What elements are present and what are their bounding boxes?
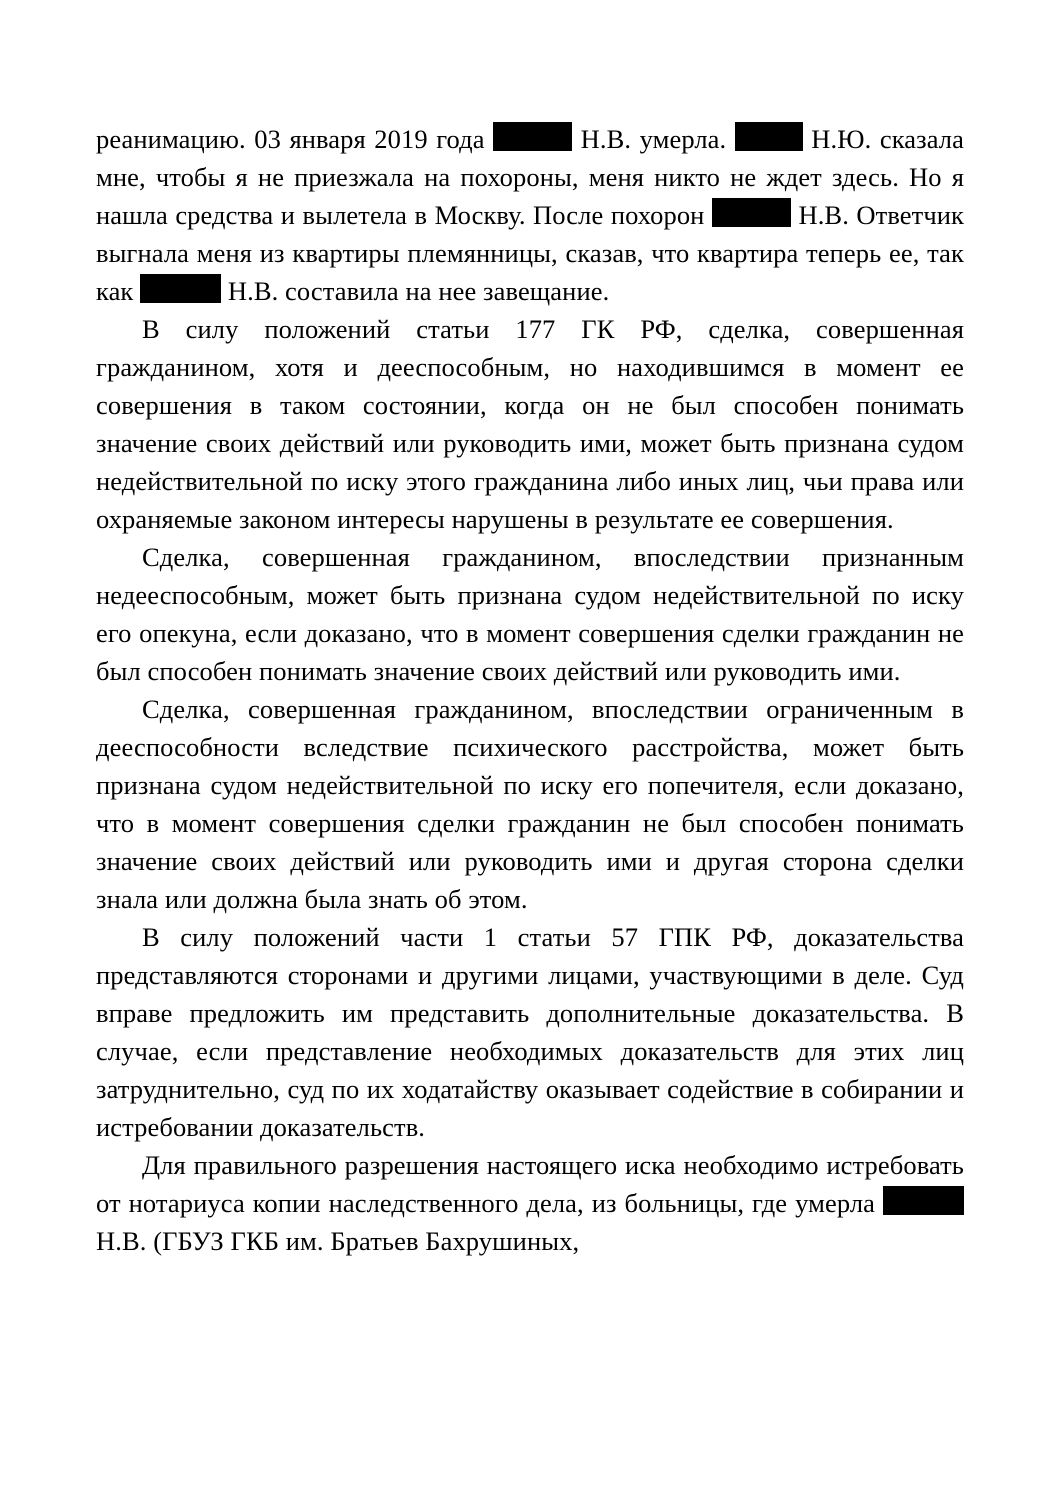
redaction-bar	[712, 198, 791, 227]
redaction-bar	[493, 122, 572, 151]
paragraph-text: В силу положений статьи 177 ГК РФ, сделка, совершенная гражданином, хотя и дееспособным, но находившимся в момент ее совершения в таком состоянии, когда он не был способен понимать значение своих действий или руководить ими, может быть признана судом недействительной по иску этого гражданина либо иных лиц, чьи права или охраняемые законом интересы нарушены в результате ее совершения.	[96, 314, 964, 534]
paragraph-text: Н.В. умерла.	[572, 124, 735, 154]
paragraph	[96, 918, 964, 1146]
redaction-bar	[140, 274, 221, 303]
paragraph-text: Для правильного разрешения настоящего иска необходимо истребовать от нотариуса копии наследственного дела, из больницы, где умерла	[96, 1150, 964, 1218]
paragraph	[96, 690, 964, 918]
redaction-bar	[883, 1186, 964, 1215]
paragraph	[96, 310, 964, 538]
paragraph-text: Сделка, совершенная гражданином, впоследствии признанным недееспособным, может быть признана судом недействительной по иску его опекуна, если доказано, что в момент совершения сделки гражданин не был способен понимать значение своих действий или руководить ими.	[96, 542, 964, 686]
paragraph-text: Н.В. составила на нее завещание.	[221, 276, 610, 306]
paragraph-text: Сделка, совершенная гражданином, впоследствии ограниченным в дееспособности вследствие психического расстройства, может быть признана судом недействительной по иску его попечителя, если доказано, что в момент совершения сделки гражданин не был способен понимать значение своих действий или руководить ими и другая сторона сделки знала или должна была знать об этом.	[96, 694, 964, 914]
paragraph	[96, 1146, 964, 1260]
paragraph-text: Н.В. Ответчик выгнала меня из квартиры племянницы, сказав, что квартира теперь ее, так как	[96, 200, 965, 306]
paragraph	[96, 120, 964, 310]
paragraph-text: реанимацию. 03 января 2019 года	[96, 124, 494, 154]
paragraph-text: В силу положений части 1 статьи 57 ГПК РФ, доказательства представляются сторонами и другими лицами, участвующими в деле. Суд вправе предложить им представить дополнительные доказательства. В случае, если представление необходимых доказательств для этих лиц затруднительно, суд по их ходатайству оказывает содействие в собирании и истребовании доказательств.	[96, 922, 964, 1142]
redaction-bar	[735, 122, 803, 151]
paragraph	[96, 538, 964, 690]
paragraph-text: Н.В. (ГБУЗ ГКБ им. Братьев Бахрушиных,	[96, 1226, 580, 1256]
document-text-column	[96, 120, 964, 1260]
paragraph-text: Н.Ю. сказала мне, чтобы я не приезжала на похороны, меня никто не ждет здесь. Но я нашла средства и вылетела в Москву. После похорон	[96, 124, 964, 230]
